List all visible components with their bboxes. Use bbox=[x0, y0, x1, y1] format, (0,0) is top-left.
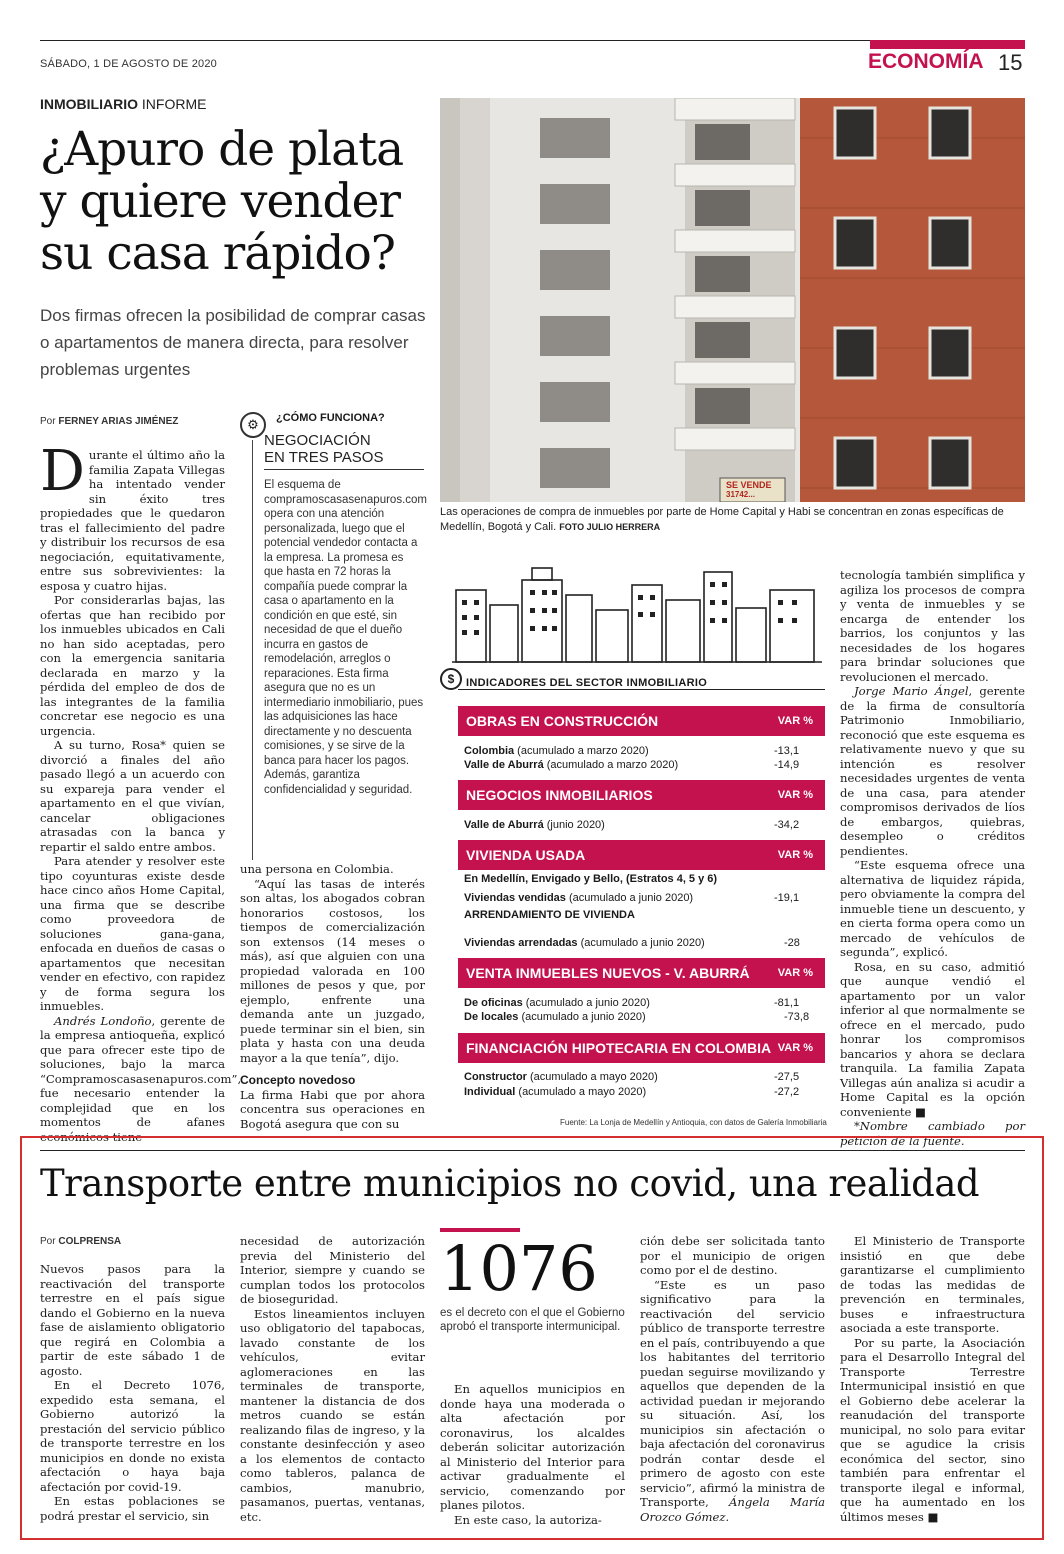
dollar-icon: $ bbox=[440, 668, 462, 690]
row-period: (acumulado a marzo 2020) bbox=[514, 745, 649, 757]
paragraph: una persona en Colombia. bbox=[240, 862, 394, 876]
article1-column-4 bbox=[840, 568, 1025, 1148]
paragraph-text: , gerente de la firma de consultoría Patrimonio Inmobiliario, reconoció que este esquema es relativamente nuevo y que su intención es resolver necesidades urgentes de venta de una casa, para atender compromisos derivados de líos de embargos, quiebras, desempleo o créditos pendientes. bbox=[840, 684, 1026, 858]
section-name: VIVIENDA USADA bbox=[466, 847, 586, 863]
var-label: VAR % bbox=[777, 967, 813, 979]
indicator-section-header bbox=[458, 840, 825, 870]
paragraph: ción debe ser solicitada tanto por el municipio de origen como por el de destino. bbox=[640, 1234, 825, 1277]
paragraph: Nuevos pasos para la reactivación del transporte terrestre en el país sigue dando el Gobierno en la nueva fase de aislamiento obligatorio que regirá en Colombia a partir de este sábado 1 de agosto. bbox=[40, 1262, 225, 1378]
building-illustration bbox=[440, 98, 1025, 502]
row-period: (acumulado a mayo 2020) bbox=[515, 1086, 647, 1098]
paragraph-text: , gerente de la empresa antioqueña, explicó que para ofrecer este tipo de soluciones, bajo la marca “Compramoscasasenapuros.com”, fue necesario entender la complejidad que en los momentos de afanes económicos tiene bbox=[40, 1013, 242, 1144]
row-value: -73,8 bbox=[784, 1011, 810, 1023]
article2-column-2 bbox=[240, 1234, 425, 1524]
photo-caption bbox=[440, 505, 1025, 535]
building-photo bbox=[440, 98, 1025, 502]
article2-headline: Transporte entre municipios no covid, una realidad bbox=[40, 1162, 980, 1205]
row-period: (acumulado a junio 2020) bbox=[577, 937, 705, 949]
issue-date: SÁBADO, 1 DE AGOSTO DE 2020 bbox=[40, 58, 217, 70]
how-it-works-sidebar bbox=[240, 412, 425, 797]
sidebar-title-2: EN TRES PASOS bbox=[264, 449, 384, 466]
paragraph: En aquellos municipios en donde haya una moderada o alta afectación por coronavirus, los alcaldes deberán solicitar autorización al Ministerio del Interior para activar gradualmente el servicio, comenzando por planes pilotos. bbox=[440, 1382, 625, 1512]
big-number: 1076 bbox=[440, 1232, 598, 1305]
indicator-section-header bbox=[458, 958, 825, 988]
quoted-person: Andrés Londoño bbox=[54, 1013, 152, 1028]
paragraph: En estas poblaciones se podrá prestar el servicio, sin bbox=[40, 1494, 225, 1523]
indicator-subheading: ARRENDAMIENTO DE VIVIENDA bbox=[464, 909, 635, 921]
paragraph: Estos lineamientos incluyen uso obligatorio del tapabocas, lavado constante de los vehículos, evitar aglomeraciones en las terminales de transporte, mantener la distancia de dos metros cuando se están realizando filas de ingreso, y la constante desinfección y aseo a los elementos de contacto como tableros, palanca de cambios, manubrio, pasamanos, puertas, ventanas, etc. bbox=[240, 1306, 425, 1524]
paragraph: En el Decreto 1076, expedido esta semana, el Gobierno autorizó la prestación del servicio público de transporte terrestre en los municipios en donde no exista afectación o haya baja afectación por covid-19. bbox=[40, 1378, 225, 1494]
section-color-bar bbox=[870, 40, 1025, 49]
row-label: Individual bbox=[464, 1086, 516, 1098]
article2-column-3 bbox=[440, 1382, 625, 1527]
paragraph: En este caso, la autoriza- bbox=[454, 1512, 602, 1527]
dropcap: D bbox=[40, 439, 85, 504]
row-value: -14,9 bbox=[774, 759, 800, 771]
article2-top-rule bbox=[40, 1150, 1025, 1151]
indicator-row bbox=[464, 1070, 822, 1084]
indicator-row bbox=[464, 744, 822, 758]
var-label: VAR % bbox=[777, 789, 813, 801]
byline-prefix: Por bbox=[40, 1236, 59, 1247]
city-skyline-icon bbox=[452, 560, 822, 668]
row-value: -34,2 bbox=[774, 819, 800, 831]
indicators-title: INDICADORES DEL SECTOR INMOBILIARIO bbox=[466, 677, 708, 689]
paragraph: El Ministerio de Transporte insistió en que debe garantizarse el cumplimiento de todas las medidas de prevención en terminales, buses e infraestructura asociada a este transporte. bbox=[840, 1234, 1025, 1335]
big-number-caption: es el decreto con el que el Gobierno aprobó el transporte intermunicipal. bbox=[440, 1307, 625, 1333]
paragraph: Por considerarlas bajas, las ofertas que han recibido por los inmuebles ubicados en Cali no han sido aceptadas, pero con la emergencia sanitaria declarada en marzo y la pérdida del empleo de dos de las integrantes de la familia concretar ese negocio es una urgencia. bbox=[40, 593, 225, 738]
section-name: NEGOCIOS INMOBILIARIOS bbox=[466, 787, 653, 803]
paragraph: necesidad de autorización previa del Ministerio del Interior, siempre y cuando se cumplan todos los protocolos de bioseguridad. bbox=[240, 1234, 425, 1306]
paragraph: tecnología también simplifica y agiliza los procesos de compra y venta de inmuebles y se encarga de entender los barrios, los conjuntos y las necesidades de los hogares para brindar soluciones que revolucionen el mercado. bbox=[840, 568, 1025, 684]
paragraph bbox=[40, 439, 225, 593]
row-label: De locales bbox=[464, 1011, 519, 1023]
var-label: VAR % bbox=[777, 1042, 813, 1054]
row-period: (junio 2020) bbox=[543, 819, 605, 831]
article2-byline bbox=[40, 1236, 121, 1247]
row-label: Viviendas vendidas bbox=[464, 892, 566, 904]
section-name: VENTA INMUEBLES NUEVOS - V. ABURRÁ bbox=[466, 965, 750, 981]
article1-column-1 bbox=[40, 439, 242, 1144]
row-label: De oficinas bbox=[464, 997, 523, 1009]
row-label: Constructor bbox=[464, 1071, 527, 1083]
indicator-row bbox=[464, 1010, 822, 1024]
indicator-subheading: En Medellín, Envigado y Bello, (Estratos 4, 5 y 6) bbox=[464, 873, 718, 885]
paragraph: Rosa, en su caso, admitió que aunque vendió el apartamento por un valor inferior al que normalmente se ofrece en el mercado, pudo honrar los compromisos bancarios y ahora se declara tranquila. La familia Zapata Villegas aún analiza si acudir a Home Capital es la opción conveniente ■ bbox=[840, 959, 1025, 1119]
paragraph bbox=[640, 1278, 825, 1525]
sidebar-title-1: NEGOCIACIÓN bbox=[264, 432, 371, 449]
paragraph: *Nombre cambiado por petición de la fuente. bbox=[840, 1119, 1025, 1148]
article-lead: Dos firmas ofrecen la posibilidad de comprar casas o apartamentos de manera directa, para resolver problemas urgentes bbox=[40, 306, 426, 379]
var-label: VAR % bbox=[777, 849, 813, 861]
indicator-row bbox=[464, 758, 822, 772]
section-name: ECONOMÍA bbox=[868, 50, 984, 73]
indicators-rule bbox=[458, 689, 825, 690]
row-value: -27,2 bbox=[774, 1086, 800, 1098]
paragraph: “Este esquema ofrece una alternativa de liquidez rápida, pero obviamente la compra del inmueble tiene un descuento, y en cierta forma opera como un mercado de vehículos de segunda”, explicó. bbox=[840, 858, 1025, 959]
section-name: OBRAS EN CONSTRUCCIÓN bbox=[466, 713, 659, 729]
byline-prefix: Por bbox=[40, 416, 59, 427]
row-period: (acumulado a junio 2020) bbox=[522, 997, 650, 1009]
indicator-row bbox=[464, 891, 822, 905]
article2-column-4 bbox=[640, 1234, 825, 1524]
paragraph: Por su parte, la Asociación para el Desarrollo Integral del Transporte Terrestre Intermunicipal insistió en que el Gobierno debe acelerar la reanudación del transporte municipal, no solo para evitar que se agudice la crisis económica del sector, sino también para enfrentar el transporte ilegal e informal, que ha aumentado en los últimos meses ■ bbox=[840, 1335, 1025, 1524]
paragraph: A su turno, Rosa* quien se divorció a finales del año pasado llegó a un acuerdo con su expareja para vender el apartamento en el que vivían, cancelar obligaciones atrasadas con la banca y repartir el saldo entre ambos. bbox=[40, 738, 225, 854]
paragraph: La firma Habi que por ahora concentra sus operaciones en Bogotá asegura que con su bbox=[240, 1087, 425, 1131]
photo-credit: FOTO JULIO HERRERA bbox=[559, 522, 661, 532]
row-period: (acumulado a mayo 2020) bbox=[526, 1071, 658, 1083]
indicator-row bbox=[464, 818, 822, 832]
indicator-section-header bbox=[458, 1033, 825, 1063]
page-number: 15 bbox=[998, 50, 1023, 75]
row-value: -28 bbox=[784, 937, 800, 949]
article2-column-5 bbox=[840, 1234, 1025, 1524]
paragraph bbox=[40, 1013, 242, 1145]
byline-name: FERNEY ARIAS JIMÉNEZ bbox=[58, 416, 179, 427]
kicker-bold: INMOBILIARIO bbox=[40, 96, 138, 112]
row-period: (acumulado a junio 2020) bbox=[518, 1011, 646, 1023]
kicker-rest: INFORME bbox=[138, 96, 207, 112]
row-value: -81,1 bbox=[774, 997, 800, 1009]
article2-column-1 bbox=[40, 1262, 225, 1523]
paragraph: Para atender y resolver este tipo coyunturas existe desde hace cinco años Home Capital, una firma que se describe como proveedora de soluciones gana-gana, enfocada en dueños de casas o apartamentos que necesitan vender en efectivo, con rapidez y de forma segura los inmuebles. bbox=[40, 854, 225, 1013]
row-value: -27,5 bbox=[774, 1071, 800, 1083]
row-value: -13,1 bbox=[774, 745, 800, 757]
quoted-person: Ángela María Orozco Gómez. bbox=[640, 1495, 826, 1524]
article1-column-2 bbox=[240, 862, 425, 1131]
row-label: Viviendas arrendadas bbox=[464, 937, 578, 949]
row-period: (acumulado a marzo 2020) bbox=[543, 759, 679, 771]
byline-name: COLPRENSA bbox=[58, 1236, 122, 1247]
for-sale-sign: SE VENDE bbox=[726, 480, 772, 490]
indicator-row bbox=[464, 936, 822, 950]
indicator-section-header bbox=[458, 706, 825, 736]
paragraph: “Aquí las tasas de interés son altas, los abogados cobran honorarios costosos, los tiempos de comercialización son extensos (14 meses o más), así que alguien con una propiedad valorada en 100 millones de pesos y que, por ejemplo, enfrente una demanda ante un juzgado, puede terminar sin el bien, sin plata y hasta con una deuda mayor a la que tenía”, dijo. bbox=[240, 876, 425, 1065]
article-byline bbox=[40, 416, 178, 427]
row-value: -19,1 bbox=[774, 892, 800, 904]
sidebar-body: El esquema de compramoscasasenapuros.com opera con una atención personalizada, luego que el potencial vendedor contacta a la empresa. La promesa es que hasta en 72 horas la compañía puede comprar la casa o apartamento en la condición en que esté, sin necesidad de que el dueño incurra en gastos de remodelación, arreglos o reparaciones. Esta firma asegura que no es un intermediario inmobiliario, pues las adquisiciones las hace directamente y no descuenta comisiones, y se sirve de la banca para hacer los pagos. Además, garantiza confidencialidad y seguridad. bbox=[264, 479, 427, 796]
caption-text: Las operaciones de compra de inmuebles por parte de Home Capital y Habi se concentran en zonas específicas de Medellín, Bogotá y Cali. bbox=[440, 506, 1004, 533]
row-label: Valle de Aburrá bbox=[464, 759, 544, 771]
sidebar-header: ¿CÓMO FUNCIONA? bbox=[276, 412, 385, 424]
paragraph-text: “Este es un paso significativo para la reactivación del servicio público de transporte terrestre en el país, contribuyendo a que los habitantes del territorio puedan seguirse movilizando y aquellos que dependen de la actividad puedan ir mejorando su situación. Así, los municipios sin afectación o baja afectación del coronavirus podrán contar desde el primero de agosto con este servicio”, afirmó la ministra de Transporte, bbox=[640, 1277, 825, 1509]
indicator-section-header bbox=[458, 780, 825, 810]
paragraph bbox=[840, 684, 1025, 858]
indicator-row bbox=[464, 996, 822, 1010]
row-label: Valle de Aburrá bbox=[464, 819, 544, 831]
article-kicker bbox=[40, 96, 206, 112]
row-period: (acumulado a junio 2020) bbox=[565, 892, 694, 904]
infographic-source: Fuente: La Lonja de Medellín y Antioquia, con datos de Galería Inmobiliaria bbox=[560, 1118, 827, 1127]
var-label: VAR % bbox=[777, 715, 813, 727]
quoted-person: Jorge Mario Ángel bbox=[854, 684, 969, 698]
sidebar-divider bbox=[264, 469, 424, 470]
subheading: Concepto novedoso bbox=[240, 1073, 356, 1087]
paragraph-text: urante el último año la familia Zapata Villegas ha intentado vender sin éxito tres propiedades que le quedaron tras el fallecimiento del padre y distribuir los recursos de esa negociación, equitativamente, entre sus sobrevivientes: la esposa y cuatro hijas. bbox=[40, 448, 225, 593]
row-label: Colombia bbox=[464, 745, 515, 757]
gears-icon: ⚙ bbox=[240, 412, 266, 438]
for-sale-phone: 31742... bbox=[726, 490, 755, 499]
article-headline: ¿Apuro de plata y quiere vender su casa rápido? bbox=[40, 122, 404, 281]
section-name: FINANCIACIÓN HIPOTECARIA EN COLOMBIA bbox=[466, 1040, 772, 1056]
indicator-row bbox=[464, 1085, 822, 1099]
